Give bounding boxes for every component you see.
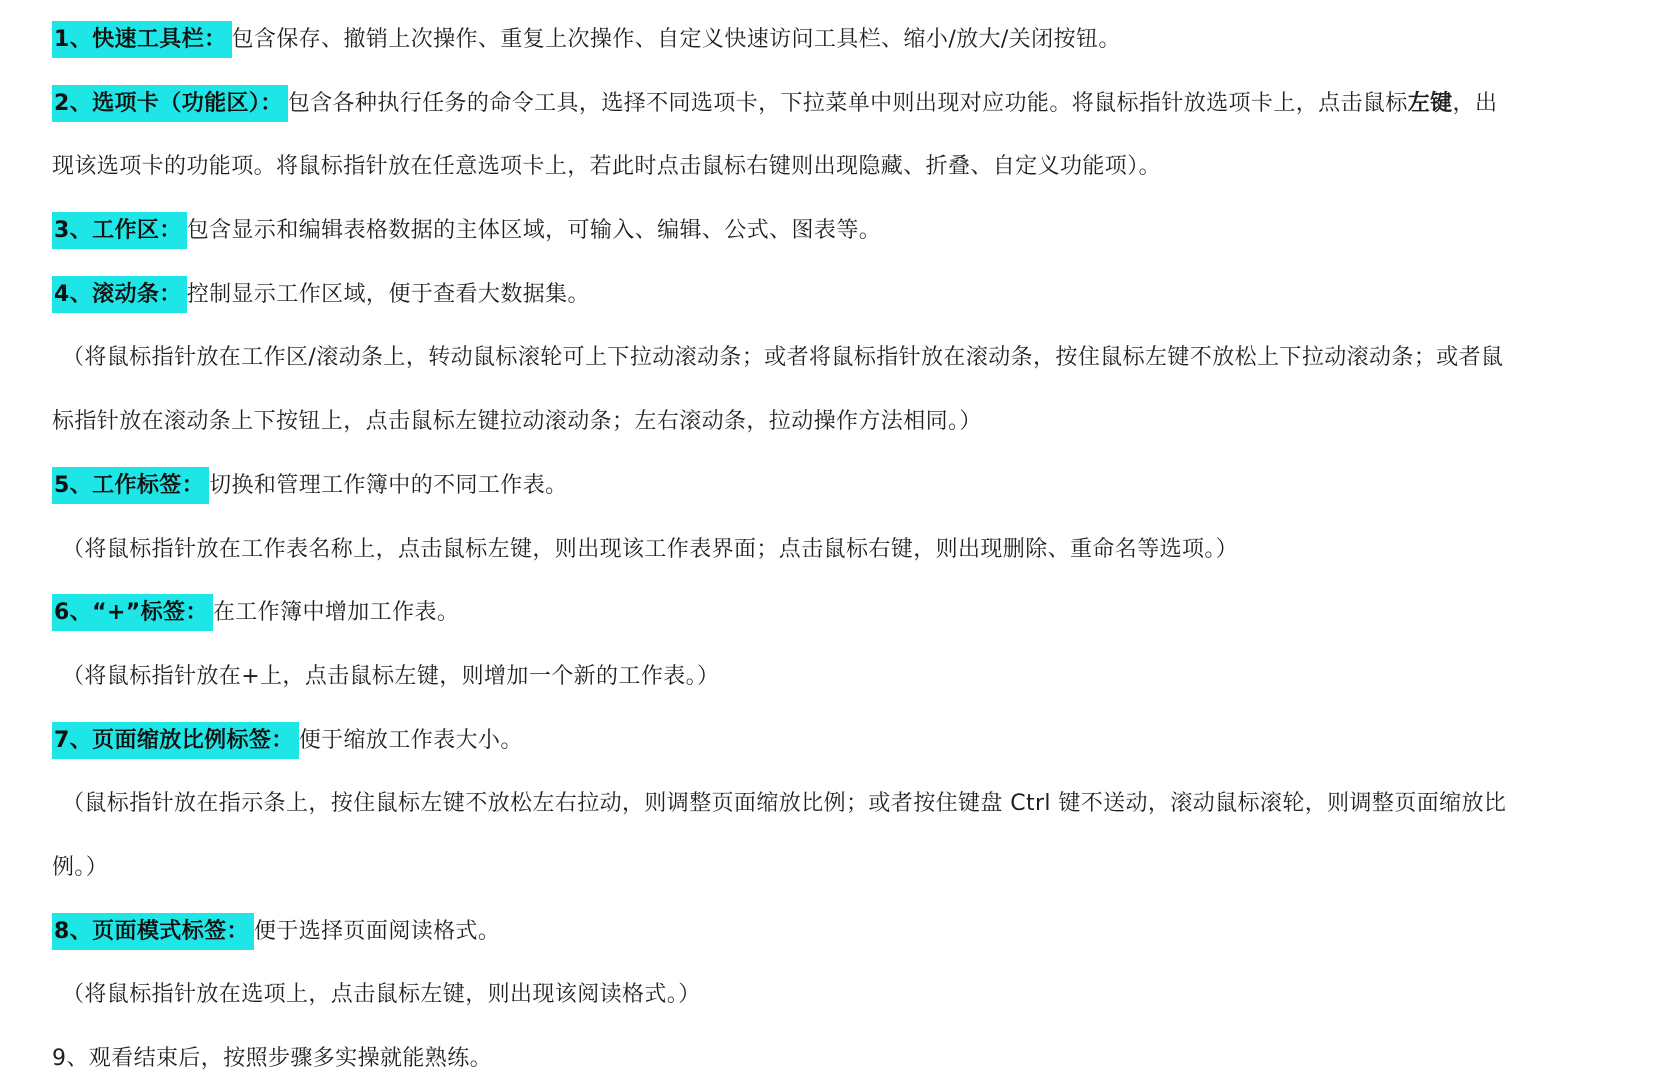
item-7-text: 便于缩放工作表大小。 bbox=[298, 727, 523, 753]
item-2-text-a: 包含各种执行任务的命令工具，选择不同选项卡，下拉菜单中则出现对应功能。将鼠标指针放选项卡上，点击鼠标 bbox=[287, 90, 1408, 116]
item-7-heading: 7、页面缩放比例标签： bbox=[52, 722, 299, 759]
item-3-heading: 3、工作区： bbox=[52, 212, 187, 249]
item-2-continued bbox=[52, 135, 1632, 199]
item-8-heading: 8、页面模式标签： bbox=[52, 913, 254, 950]
item-4-note-line1: （将鼠标指针放在工作区/滚动条上，转动鼠标滚轮可上下拉动滚动条；或者将鼠标指针放在滚动条，按住鼠标左键不放松上下拉动滚动条；或者鼠 bbox=[62, 345, 1504, 371]
item-6-heading: 6、“+”标签： bbox=[52, 594, 213, 631]
item-9-text: 9、观看结束后，按照步骤多实操就能熟练。 bbox=[52, 1046, 492, 1071]
item-7-note-line1: （鼠标指针放在指示条上，按住鼠标左键不放松左右拉动，则调整页面缩放比例；或者按住键盘 Ctrl 键不送动，滚动鼠标滚轮，则调整页面缩放比 bbox=[62, 791, 1507, 817]
item-4-note-1 bbox=[52, 326, 1632, 390]
item-3-text: 包含显示和编辑表格数据的主体区域，可输入、编辑、公式、图表等。 bbox=[186, 218, 882, 244]
item-7-note-2 bbox=[52, 836, 1632, 900]
item-4-heading: 4、滚动条： bbox=[52, 276, 187, 313]
item-1 bbox=[52, 8, 1632, 72]
item-6 bbox=[52, 581, 1632, 645]
item-8-note-line1: （将鼠标指针放在选项上，点击鼠标左键，则出现该阅读格式。） bbox=[62, 982, 701, 1008]
item-8-note-1 bbox=[52, 963, 1632, 1027]
item-9 bbox=[52, 1027, 1632, 1091]
item-7-note-line2: 例。） bbox=[52, 854, 109, 880]
item-2-text-b: ，出 bbox=[1452, 90, 1498, 116]
item-4-text: 控制显示工作区域，便于查看大数据集。 bbox=[186, 281, 590, 307]
item-5 bbox=[52, 454, 1632, 518]
item-1-heading: 1、快速工具栏： bbox=[52, 21, 232, 58]
item-7 bbox=[52, 709, 1632, 773]
item-2-text-bold: 左键 bbox=[1407, 90, 1453, 116]
item-6-text: 在工作簿中增加工作表。 bbox=[212, 600, 460, 626]
item-4-note-2 bbox=[52, 390, 1632, 454]
item-5-note-1 bbox=[52, 518, 1632, 582]
item-3 bbox=[52, 199, 1632, 263]
item-8-text: 便于选择页面阅读格式。 bbox=[253, 918, 501, 944]
item-4-note-line2: 标指针放在滚动条上下按钮上，点击鼠标左键拉动滚动条；左右滚动条，拉动操作方法相同。） bbox=[52, 409, 982, 435]
item-6-note-1 bbox=[52, 645, 1632, 709]
item-2 bbox=[52, 72, 1632, 136]
item-5-heading: 5、工作标签： bbox=[52, 467, 209, 504]
item-5-note-line1: （将鼠标指针放在工作表名称上，点击鼠标左键，则出现该工作表界面；点击鼠标右键，则出现删除、重命名等选项。） bbox=[62, 536, 1239, 562]
item-7-note-1 bbox=[52, 772, 1632, 836]
item-2-heading: 2、选项卡（功能区）： bbox=[52, 85, 288, 122]
item-6-note-line1: （将鼠标指针放在+上，点击鼠标左键，则增加一个新的工作表。） bbox=[62, 663, 720, 689]
item-5-text: 切换和管理工作簿中的不同工作表。 bbox=[209, 472, 568, 498]
item-8 bbox=[52, 900, 1632, 964]
item-4 bbox=[52, 263, 1632, 327]
item-2-text-line2: 现该选项卡的功能项。将鼠标指针放在任意选项卡上，若此时点击鼠标右键则出现隐藏、折叠、自定义功能项）。 bbox=[52, 154, 1162, 180]
item-1-text: 包含保存、撤销上次操作、重复上次操作、自定义快速访问工具栏、缩小/放大/关闭按钮。 bbox=[231, 27, 1121, 52]
